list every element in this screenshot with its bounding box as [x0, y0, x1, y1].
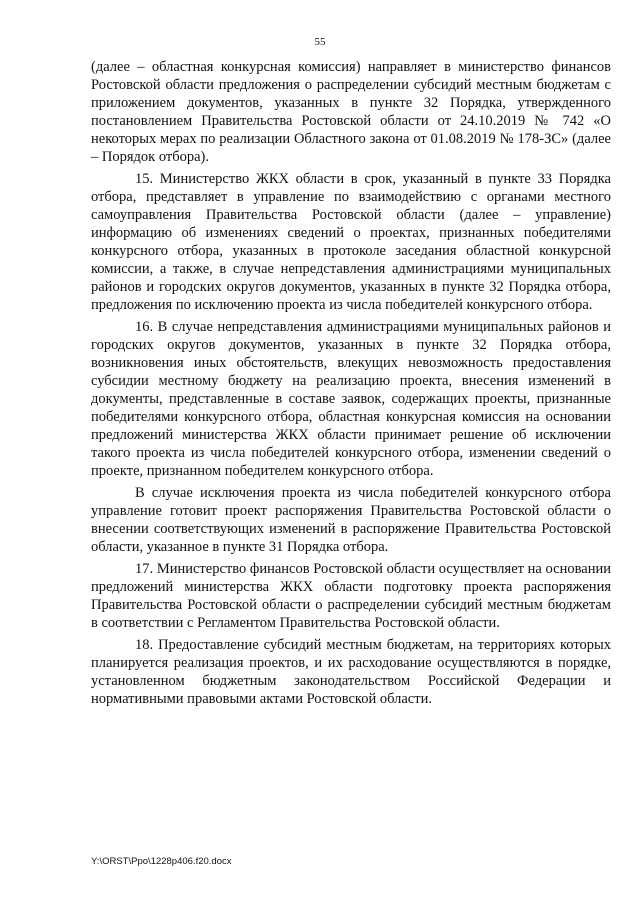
paragraph-item-15: 15. Министерство ЖКХ области в срок, указанный в пункте 33 Порядка отбора, представляет в управление по взаимодействию с органами местного самоуправления Правительства Ростовской области (далее – управление) информацию об изменениях сведений о проектах, признанных победителями конкурсного отбора, указанных в протоколе заседания областной конкурсной комиссии, а также, в случае непредставления администрациями муниципальных районов и городских округов документов, указанных в пункте 32 Порядка отбора, предложения по исключению проекта из числа победителей конкурсного отбора. [91, 171, 611, 313]
paragraph-item-16: 16. В случае непредставления администрациями муниципальных районов и городских округов документов, указанных в пункте 32 Порядка отбора, возникновения иных обстоятельств, влекущих невозможность предоставления субсидии местному бюджету на реализацию проекта, внесения изменений в документы, представленные в составе заявок, содержащих проекты, признанные победителями конкурсного отбора, областная конкурсная комиссия на основании предложений министерства ЖКХ области принимает решение об исключении такого проекта из числа победителей конкурсного отбора, изменении сведений о проекте, признанном победителем конкурсного отбора. [91, 319, 611, 479]
paragraph-item-17: 17. Министерство финансов Ростовской области осуществляет на основании предложений министерства ЖКХ области подготовку проекта распоряжения Правительства Ростовской области о распределении субсидий местным бюджетам в соответствии с Регламентом Правительства Ростовской области. [91, 561, 611, 631]
paragraph-item-18: 18. Предоставление субсидий местным бюджетам, на территориях которых планируется реализация проектов, и их расходование осуществляются в порядке, установленном бюджетным законодательством Российской Федерации и нормативными правовыми актами Ростовской области. [91, 637, 611, 707]
footer-file-path: Y:\ORST\Ppo\1228p406.f20.docx [91, 856, 232, 867]
page-number: 55 [314, 36, 326, 48]
paragraph-continuation: (далее – областная конкурсная комиссия) направляет в министерство финансов Ростовской области предложения о распределении субсидий местным бюджетам с приложением документов, указанных в пункте 32 Порядка, утвержденного постановлением Правительства Ростовской области от 24.10.2019 № 742 «О некоторых мерах по реализации Областного закона от 01.08.2019 № 178-ЗС» (далее – Порядок отбора). [91, 59, 611, 165]
document-body [91, 58, 611, 712]
paragraph-item-16-exclusion: В случае исключения проекта из числа победителей конкурсного отбора управление готовит проект распоряжения Правительства Ростовской области о внесении соответствующих изменений в распоряжение Правительства Ростовской области, указанное в пункте 31 Порядка отбора. [91, 485, 611, 555]
